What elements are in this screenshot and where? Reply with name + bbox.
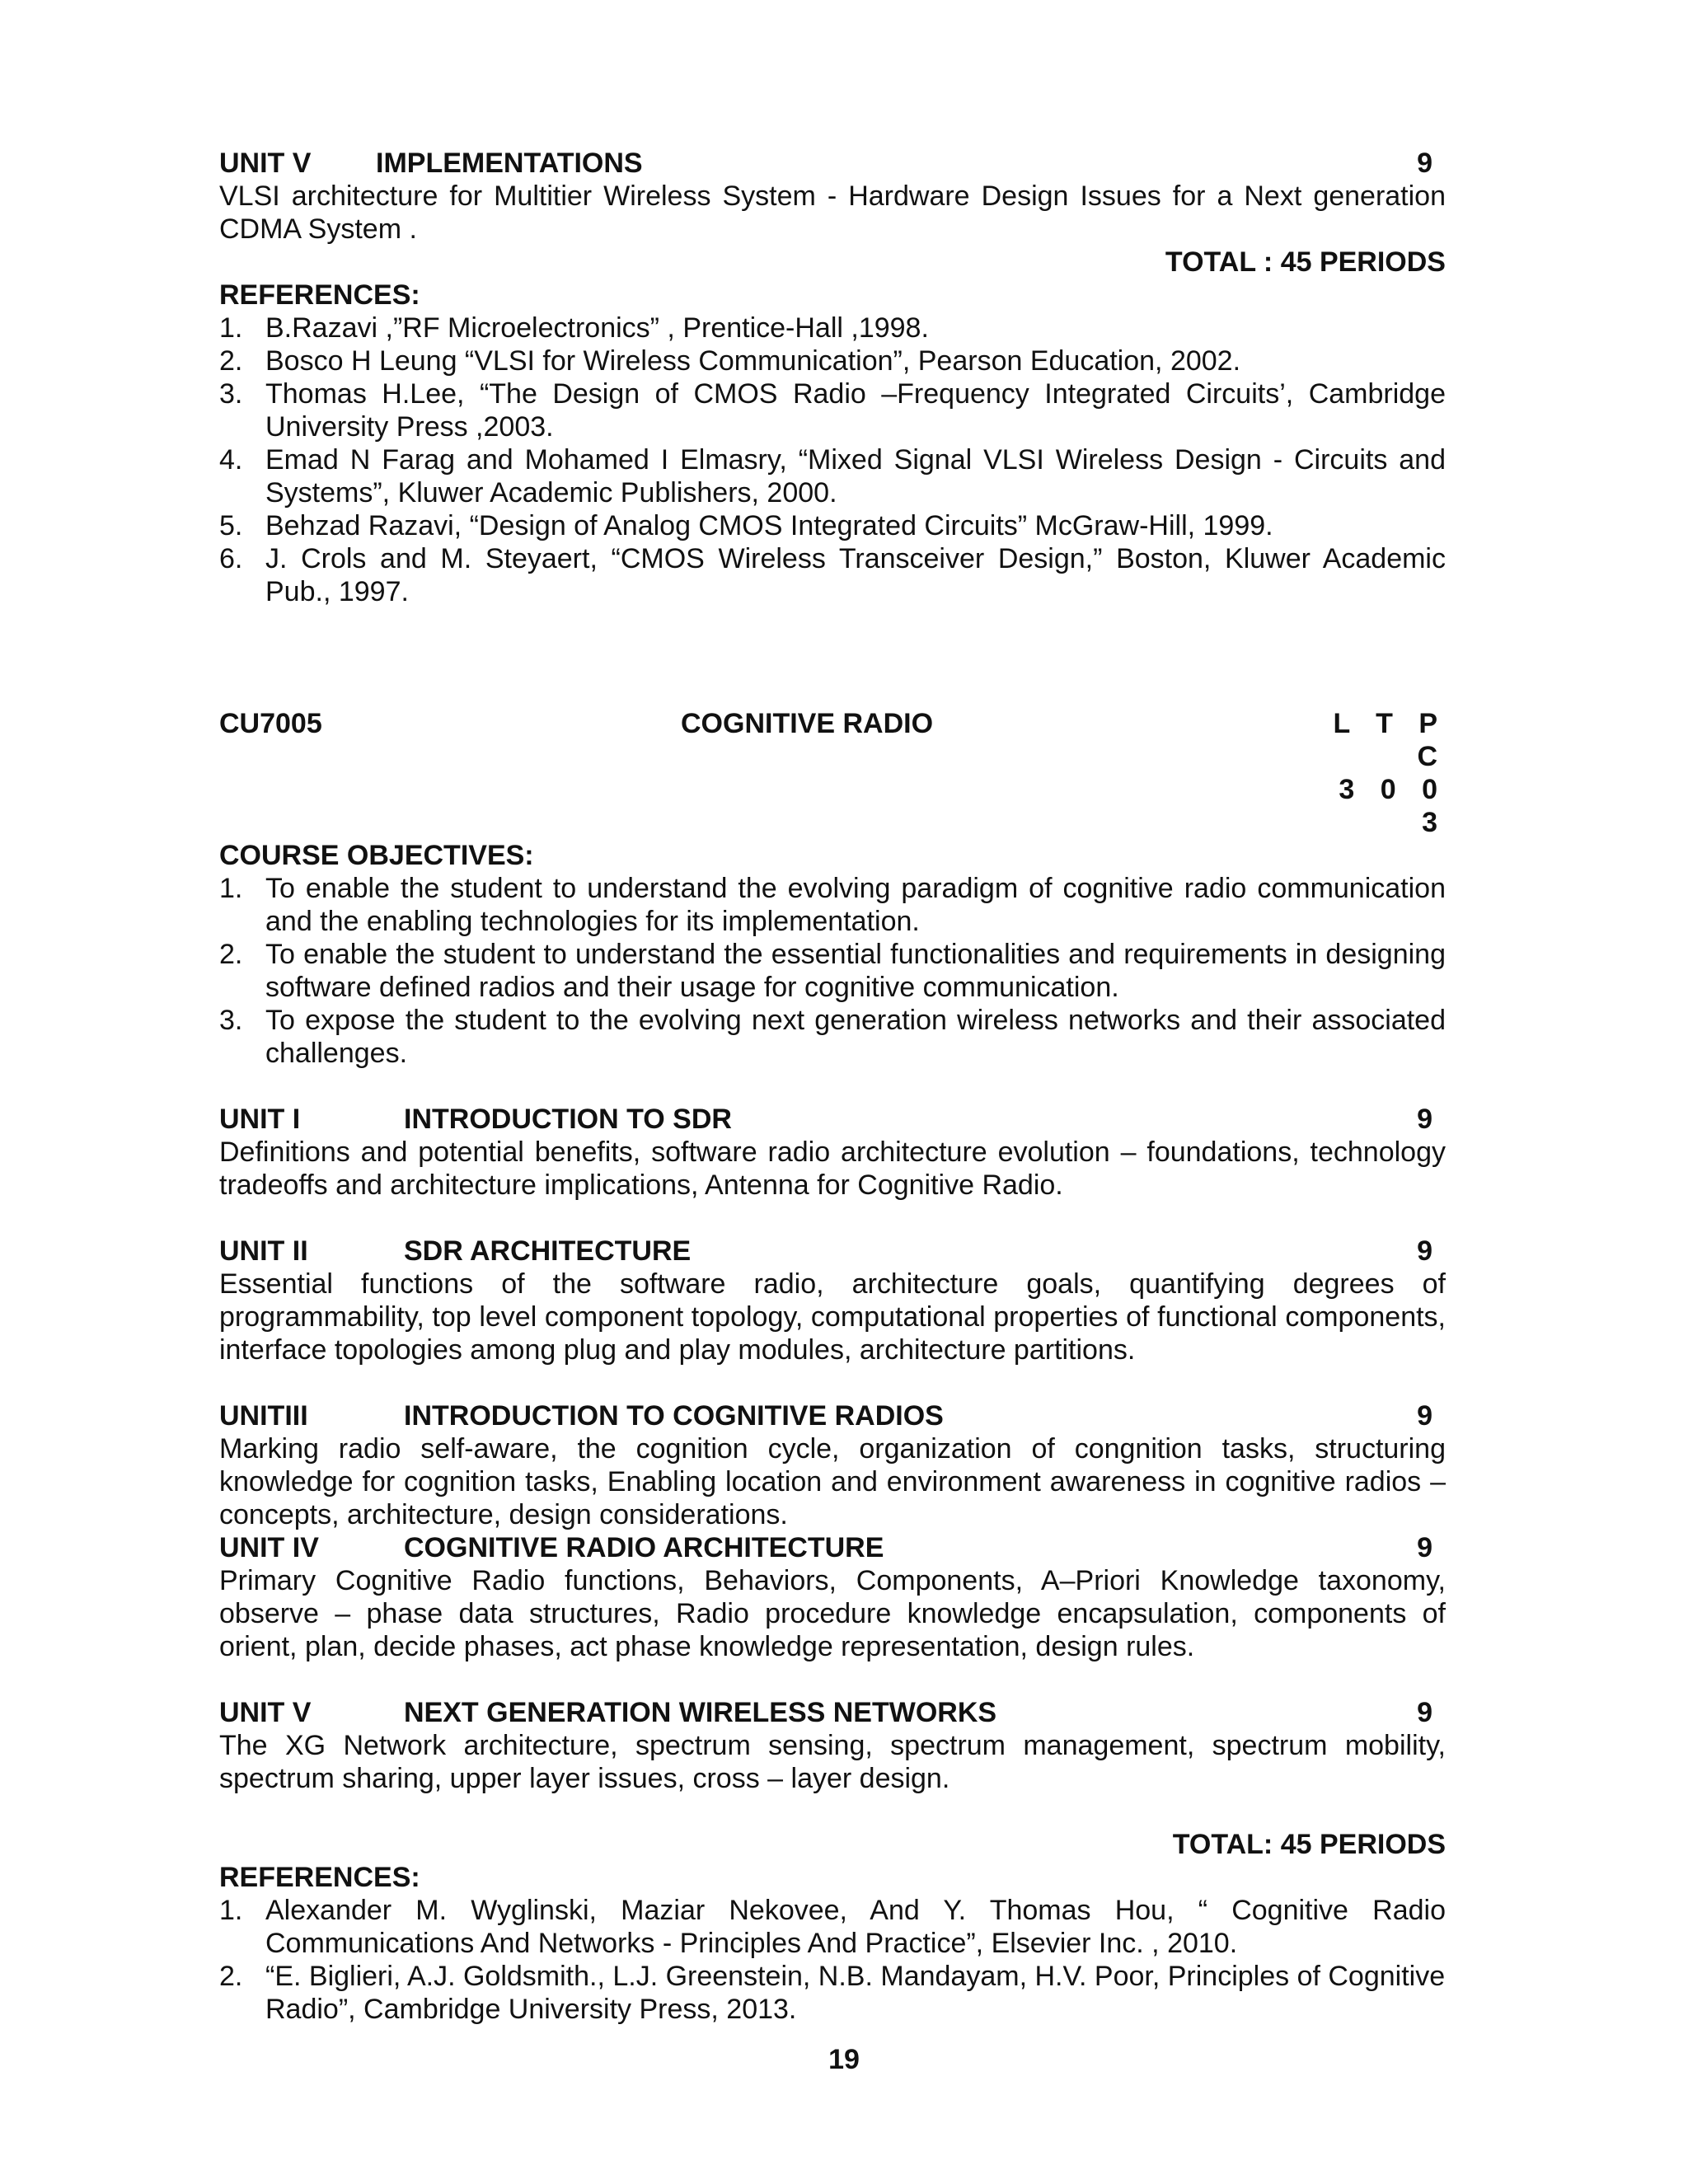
reference-item [219,312,1446,344]
references-heading: REFERENCES: [219,1862,420,1893]
unit-code: UNITIII [219,1400,308,1432]
reference-text: Emad N Farag and Mohamed I Elmasry, “Mixed Signal VLSI Wireless Design - Circuits and Systems”, Kluwer Academic Publishers, 2000. [265,444,1446,509]
unit-title: IMPLEMENTATIONS [376,148,643,179]
course-title: COGNITIVE RADIO [681,708,934,739]
objective-number: 1. [219,873,243,904]
page-number: 19 [828,2044,860,2075]
unit-heading [219,147,1446,180]
ltpc-values: 3 0 0 3 [1339,774,1442,838]
reference-number: 5. [219,510,243,541]
unit-title: SDR ARCHITECTURE [404,1235,692,1267]
unit-heading [219,1103,1446,1136]
ltpc-header: L T P C [1333,708,1442,772]
document-page [219,147,1446,2026]
unit-hours: 9 [1417,1400,1432,1432]
unit-heading [219,1696,1446,1729]
unit-hours: 9 [1417,1532,1432,1563]
unit-heading [219,1399,1446,1432]
unit-title: INTRODUCTION TO SDR [404,1104,732,1135]
reference-text: Behzad Razavi, “Design of Analog CMOS Integrated Circuits” McGraw-Hill, 1999. [265,510,1273,541]
reference-item [219,509,1446,542]
objective-item [219,938,1446,1004]
objective-number: 3. [219,1005,243,1036]
unit-code: UNIT V [219,148,312,179]
reference-item [219,377,1446,443]
reference-item [219,443,1446,509]
objective-text: To expose the student to the evolving next generation wireless networks and their associated challenges. [265,1005,1446,1069]
objectives-list [219,872,1446,1070]
objective-item [219,872,1446,938]
reference-text: Thomas H.Lee, “The Design of CMOS Radio –Frequency Integrated Circuits’, Cambridge University Press ,2003. [265,378,1446,443]
unit-code: UNIT II [219,1235,308,1267]
unit-hours: 9 [1417,148,1432,179]
objective-item [219,1004,1446,1070]
reference-text: Alexander M. Wyglinski, Maziar Nekovee, And Y. Thomas Hou, “ Cognitive Radio Communications And Networks - Principles And Practice”, Elsevier Inc. , 2010. [265,1895,1446,1959]
reference-text: J. Crols and M. Steyaert, “CMOS Wireless Transceiver Design,” Boston, Kluwer Academic Pub., 1997. [265,543,1446,607]
reference-number: 2. [219,1961,243,1992]
references-list [219,1894,1446,2026]
reference-text: “E. Biglieri, A.J. Goldsmith., L.J. Greenstein, N.B. Mandayam, H.V. Poor, Principles of Cognitive Radio”, Cambridge University Press, 2013. [265,1961,1446,2025]
reference-number: 1. [219,1895,243,1926]
reference-text: B.Razavi ,”RF Microelectronics” , Prentice-Hall ,1998. [265,312,929,344]
unit-heading [219,1531,1446,1564]
objective-text: To enable the student to understand the evolving paradigm of cognitive radio communication and the enabling technologies for its implementation. [265,873,1446,937]
reference-number: 2. [219,345,243,377]
course-header [219,707,1446,773]
unit-code: UNIT IV [219,1532,319,1563]
total-periods: TOTAL : 45 PERIODS [1165,246,1446,278]
reference-item [219,542,1446,608]
unit-description: Essential functions of the software radio, architecture goals, quantifying degrees of programmability, top level component topology, computational properties of functional components, interface topologies among plug and play modules, architecture partitions. [219,1268,1446,1366]
reference-number: 3. [219,378,243,410]
unit-title: COGNITIVE RADIO ARCHITECTURE [404,1532,884,1563]
reference-item [219,1894,1446,1960]
unit-hours: 9 [1417,1235,1432,1267]
unit-description: Marking radio self-aware, the cognition cycle, organization of congnition tasks, structuring knowledge for cognition tasks, Enabling location and environment awareness in cognitive radios – concepts, architecture, design considerations. [219,1433,1446,1530]
objective-text: To enable the student to understand the essential functionalities and requirements in designing software defined radios and their usage for cognitive communication. [265,939,1446,1003]
unit-title: INTRODUCTION TO COGNITIVE RADIOS [404,1400,944,1432]
reference-number: 1. [219,312,243,344]
unit-hours: 9 [1417,1697,1432,1728]
unit-description: Primary Cognitive Radio functions, Behaviors, Components, A–Priori Knowledge taxonomy, observe – phase data structures, Radio procedure knowledge encapsulation, components of orient, plan, decide phases, act phase knowledge representation, design rules. [219,1565,1446,1662]
references-heading: REFERENCES: [219,279,420,311]
unit-code: UNIT I [219,1104,301,1135]
unit-hours: 9 [1417,1104,1432,1135]
objective-number: 2. [219,939,243,970]
unit-title: NEXT GENERATION WIRELESS NETWORKS [404,1697,997,1728]
reference-text: Bosco H Leung “VLSI for Wireless Communication”, Pearson Education, 2002. [265,345,1241,377]
reference-number: 4. [219,444,243,476]
total-periods: TOTAL: 45 PERIODS [1172,1829,1446,1860]
unit-heading [219,1235,1446,1268]
objectives-heading: COURSE OBJECTIVES: [219,840,534,871]
references-list [219,312,1446,608]
unit-code: UNIT V [219,1697,312,1728]
unit-description: The XG Network architecture, spectrum sensing, spectrum management, spectrum mobility, spectrum sharing, upper layer issues, cross – layer design. [219,1730,1446,1794]
reference-number: 6. [219,543,243,574]
course-code: CU7005 [219,708,322,739]
unit-description: VLSI architecture for Multitier Wireless System - Hardware Design Issues for a Next generation CDMA System . [219,180,1446,245]
reference-item [219,1960,1446,2026]
reference-item [219,344,1446,377]
unit-description: Definitions and potential benefits, software radio architecture evolution – foundations, technology tradeoffs and architecture implications, Antenna for Cognitive Radio. [219,1137,1446,1201]
